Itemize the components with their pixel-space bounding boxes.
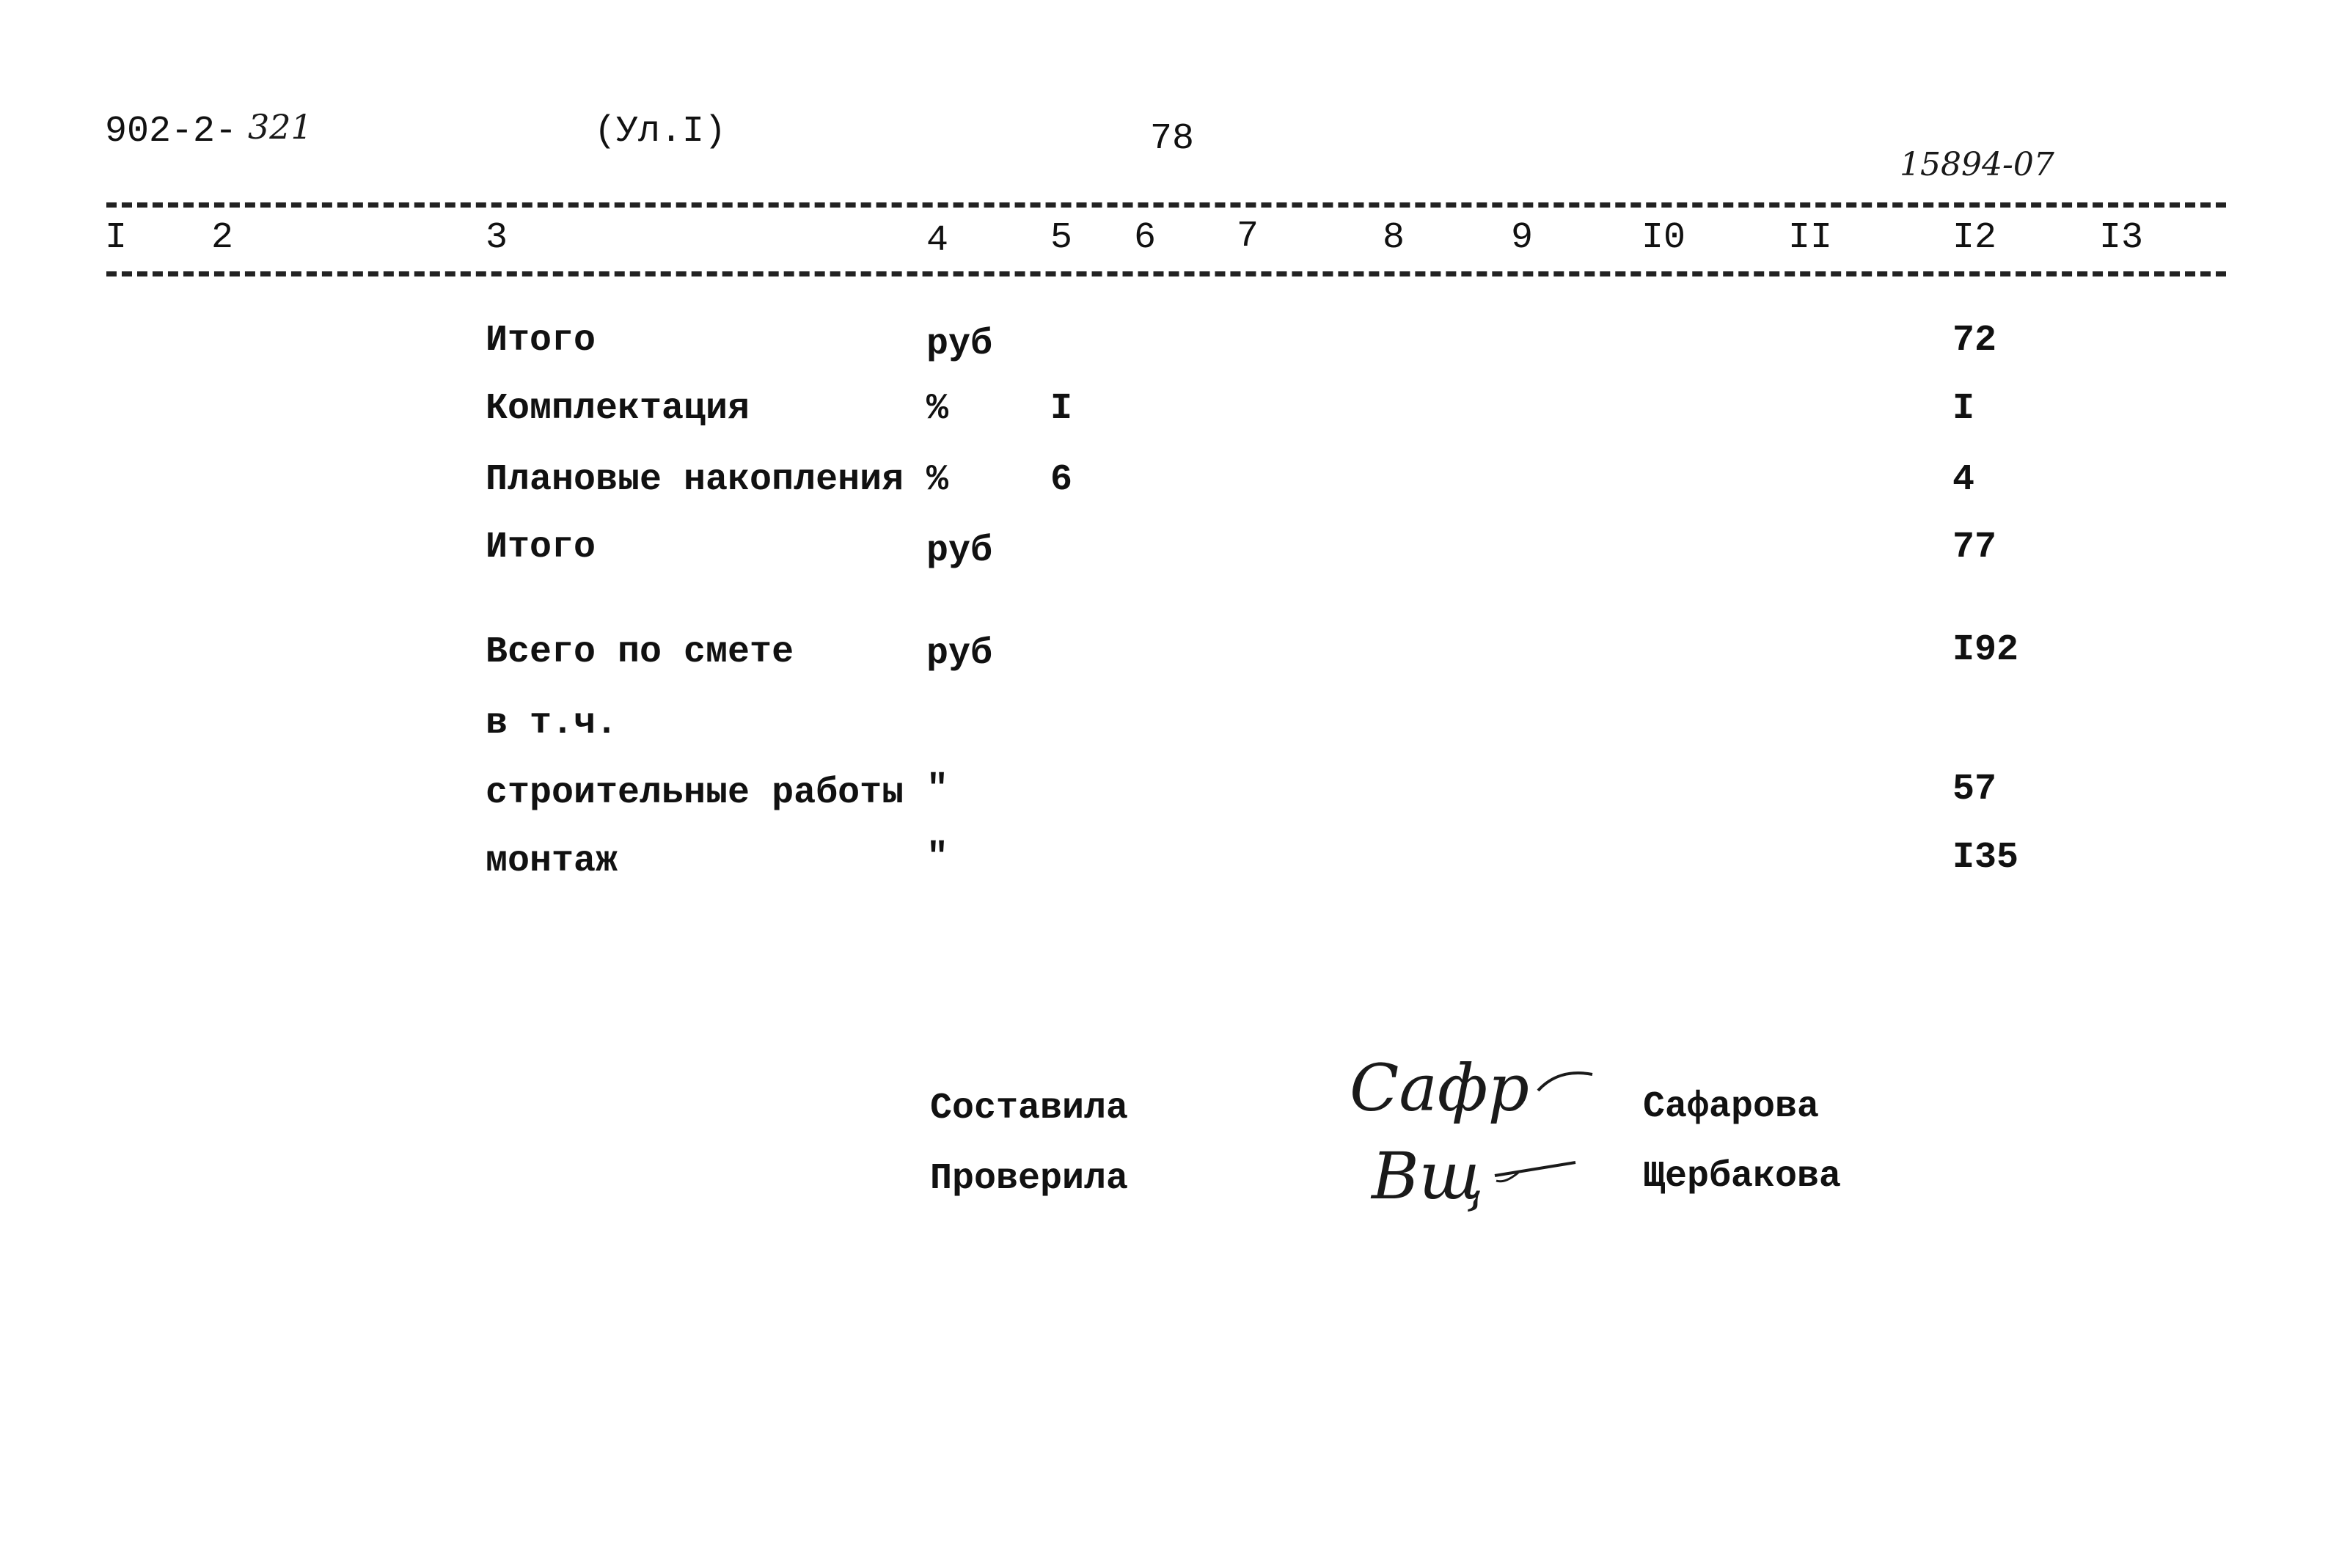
row-rate: 6 [1050,459,1073,501]
signature-role: Проверила [930,1158,1129,1200]
column-number: I [105,217,128,259]
signature-handwritten: Сафр [1350,1050,1530,1126]
row-label: Плановые накопления [486,459,904,501]
archive-number: 15894-07 [1900,146,2054,183]
row-total: I [1952,388,1975,430]
row-unit: руб [926,530,993,572]
table-top-rule [106,202,2226,208]
row-total: 4 [1952,459,1975,501]
signature-name: Щербакова [1643,1156,1842,1198]
signature-flourish [1489,1140,1577,1184]
signature-flourish [1537,1067,1595,1096]
column-number: 7 [1237,216,1259,257]
doc-code: 902-2- [105,111,238,153]
row-unit: руб [926,633,993,675]
column-number: II [1788,217,1833,259]
column-number: 4 [926,220,949,262]
row-unit: " [926,769,949,810]
sheet-reference: (Ул.I) [594,111,727,153]
column-number: 5 [1050,217,1073,259]
row-unit: " [926,837,949,879]
column-number: I3 [2099,217,2144,259]
column-number: 6 [1134,217,1157,259]
row-label: Итого [486,320,596,362]
column-number: I2 [1952,217,1997,259]
signature-name: Сафарова [1643,1086,1820,1128]
column-number: 8 [1383,217,1405,259]
row-label: строительные работы [486,772,904,814]
row-label: Итого [486,527,596,568]
row-total: I35 [1952,837,2019,879]
signature-handwritten: Вщ [1372,1138,1484,1214]
row-total: I92 [1952,629,2019,671]
row-unit: % [926,388,949,430]
row-label: Всего по смете [486,631,794,673]
doc-code-handwritten: 321 [248,107,312,147]
signature-role: Составила [930,1088,1129,1129]
row-rate: I [1050,388,1073,430]
table-header-bottom-rule [106,271,2226,276]
column-number: 9 [1511,217,1534,259]
row-total: 57 [1952,769,1997,810]
row-total: 77 [1952,527,1997,568]
row-label: монтаж [486,840,618,882]
column-number: I0 [1641,217,1686,259]
page-number: 78 [1150,118,1195,160]
row-unit: % [926,459,949,501]
row-label: Комплектация [486,388,750,430]
column-number: 3 [486,217,508,259]
column-number: 2 [211,217,234,259]
row-label: в т.ч. [486,703,618,744]
row-unit: руб [926,323,993,365]
row-total: 72 [1952,320,1997,362]
